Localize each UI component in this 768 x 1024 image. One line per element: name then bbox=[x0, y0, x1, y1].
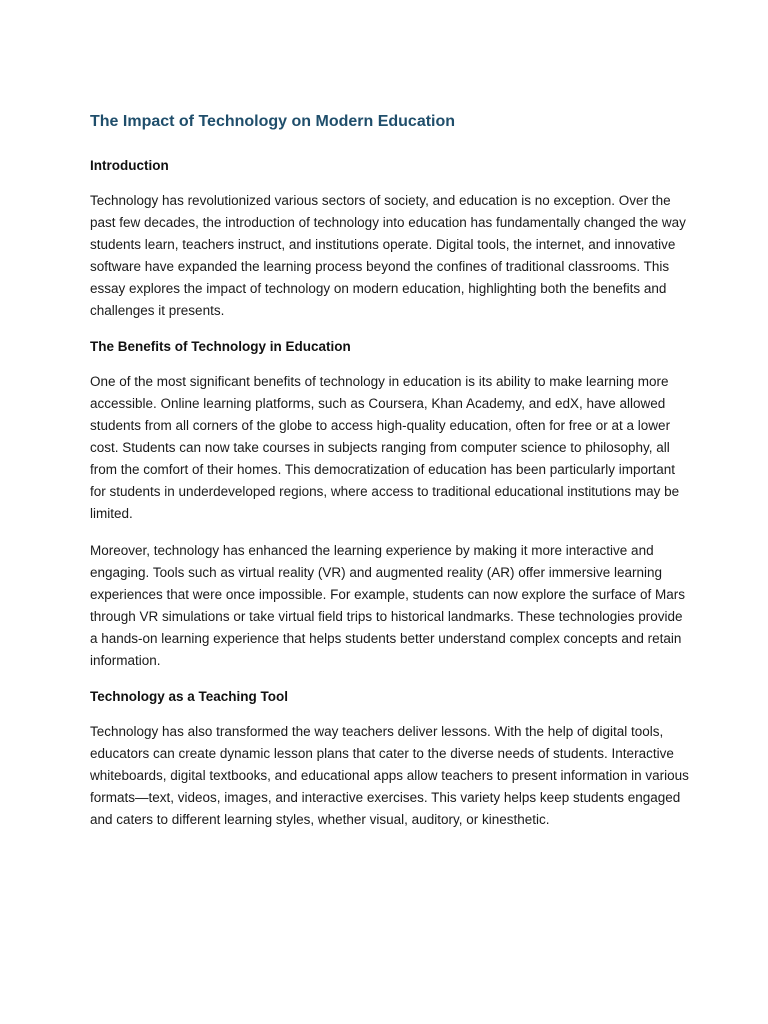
section-teaching-tool bbox=[90, 687, 690, 831]
section-heading: The Benefits of Technology in Education bbox=[90, 339, 351, 354]
section-heading: Introduction bbox=[90, 158, 169, 173]
section-introduction bbox=[90, 156, 690, 322]
paragraph: One of the most significant benefits of technology in education is its ability to make learning more accessible. Online learning platforms, such as Coursera, Khan Academy, and edX, have allowed students from all corners of the globe to access high-quality education, often for free or at a lower cost. Students can now take courses in subjects ranging from computer science to philosophy, all from the comfort of their homes. This democratization of education has been particularly important for students in underdeveloped regions, where access to traditional educational institutions may be limited. bbox=[90, 374, 680, 521]
paragraph: Technology has also transformed the way teachers deliver lessons. With the help of digital tools, educators can create dynamic lesson plans that cater to the diverse needs of students. Interactive whiteboards, digital textbooks, and educational apps allow teachers to present information in various formats—text, videos, images, and interactive exercises. This variety helps keep students engaged and caters to different learning styles, whether visual, auditory, or kinesthetic. bbox=[90, 724, 689, 827]
section-benefits bbox=[90, 337, 690, 672]
document-page bbox=[90, 110, 690, 846]
document-title: The Impact of Technology on Modern Education bbox=[90, 113, 456, 130]
paragraph: Technology has revolutionized various sectors of society, and education is no exception. Over the past few decades, the introduction of technology into education has fundamentally changed the way students learn, teachers instruct, and institutions operate. Digital tools, the internet, and innovative software have expanded the learning process beyond the confines of traditional classrooms. This essay explores the impact of technology on modern education, highlighting both the benefits and challenges it presents. bbox=[90, 193, 686, 318]
paragraph: Moreover, technology has enhanced the learning experience by making it more interactive and engaging. Tools such as virtual reality (VR) and augmented reality (AR) offer immersive learning experiences that were once impossible. For example, students can now explore the surface of Mars through VR simulations or take virtual field trips to historical landmarks. These technologies provide a hands-on learning experience that helps students better understand complex concepts and retain information. bbox=[90, 543, 686, 668]
section-heading: Technology as a Teaching Tool bbox=[90, 689, 289, 704]
